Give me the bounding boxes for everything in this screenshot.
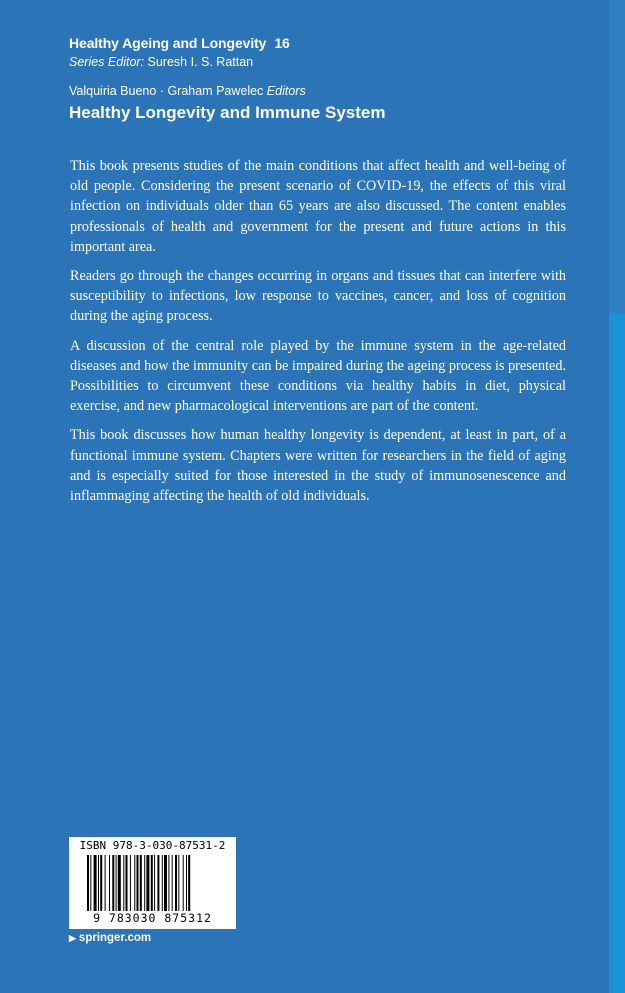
series-editor (69, 55, 253, 69)
book-title: Healthy Longevity and Immune System (69, 103, 386, 122)
description-paragraph: Readers go through the changes occurring in organs and tissues that can interfere with susceptibility to infections, low response to vaccines, cancer, and loss of cognition during the aging process. (70, 268, 566, 325)
spine-accent-bar (609, 313, 625, 993)
book-editors-role: Editors (266, 84, 306, 98)
isbn-barcode-box (69, 837, 236, 929)
description-paragraph: A discussion of the central role played by the immune system in the age-related diseases and how the immunity can be impaired during the ageing process is presented. Possibilities to circumvent these conditions via healthy habits in diet, physical exercise, and new pharmacological interventions are part of the content. (70, 337, 566, 415)
book-editors (69, 84, 306, 98)
barcode-icon (87, 855, 218, 911)
barcode-digits: 9 783030 875312 (93, 911, 212, 925)
series-editor-name: Suresh I. S. Rattan (147, 55, 254, 69)
book-description (70, 156, 566, 515)
series-number: 16 (274, 35, 290, 51)
isbn-label: ISBN 978-3-030-87531-2 (79, 839, 226, 852)
spine-stripe (609, 0, 625, 993)
publisher-url: springer.com (78, 932, 152, 944)
series-name: Healthy Ageing and Longevity (69, 35, 267, 51)
description-paragraph: This book presents studies of the main conditions that affect health and well-being of old people. Considering the present scenario of COVID-19, the effects of this viral infection on individuals older than 65 years are also discussed. The content enables professionals of health and government for the present and future actions in this important area. (70, 158, 566, 255)
description-paragraph: This book discusses how human healthy longevity is dependent, at least in part, of a functional immune system. Chapters were written for researchers in the field of aging and is especially suited for those interested in the study of immunosenescence and inflammaging affecting the health of old individuals. (70, 427, 566, 505)
book-editors-names: Valquiria Bueno · Graham Pawelec (69, 84, 264, 98)
publisher-link[interactable] (69, 932, 151, 944)
series-title (69, 35, 290, 51)
arrow-right-icon: ▶ (69, 933, 76, 943)
series-editor-label: Series Editor: (69, 55, 145, 69)
